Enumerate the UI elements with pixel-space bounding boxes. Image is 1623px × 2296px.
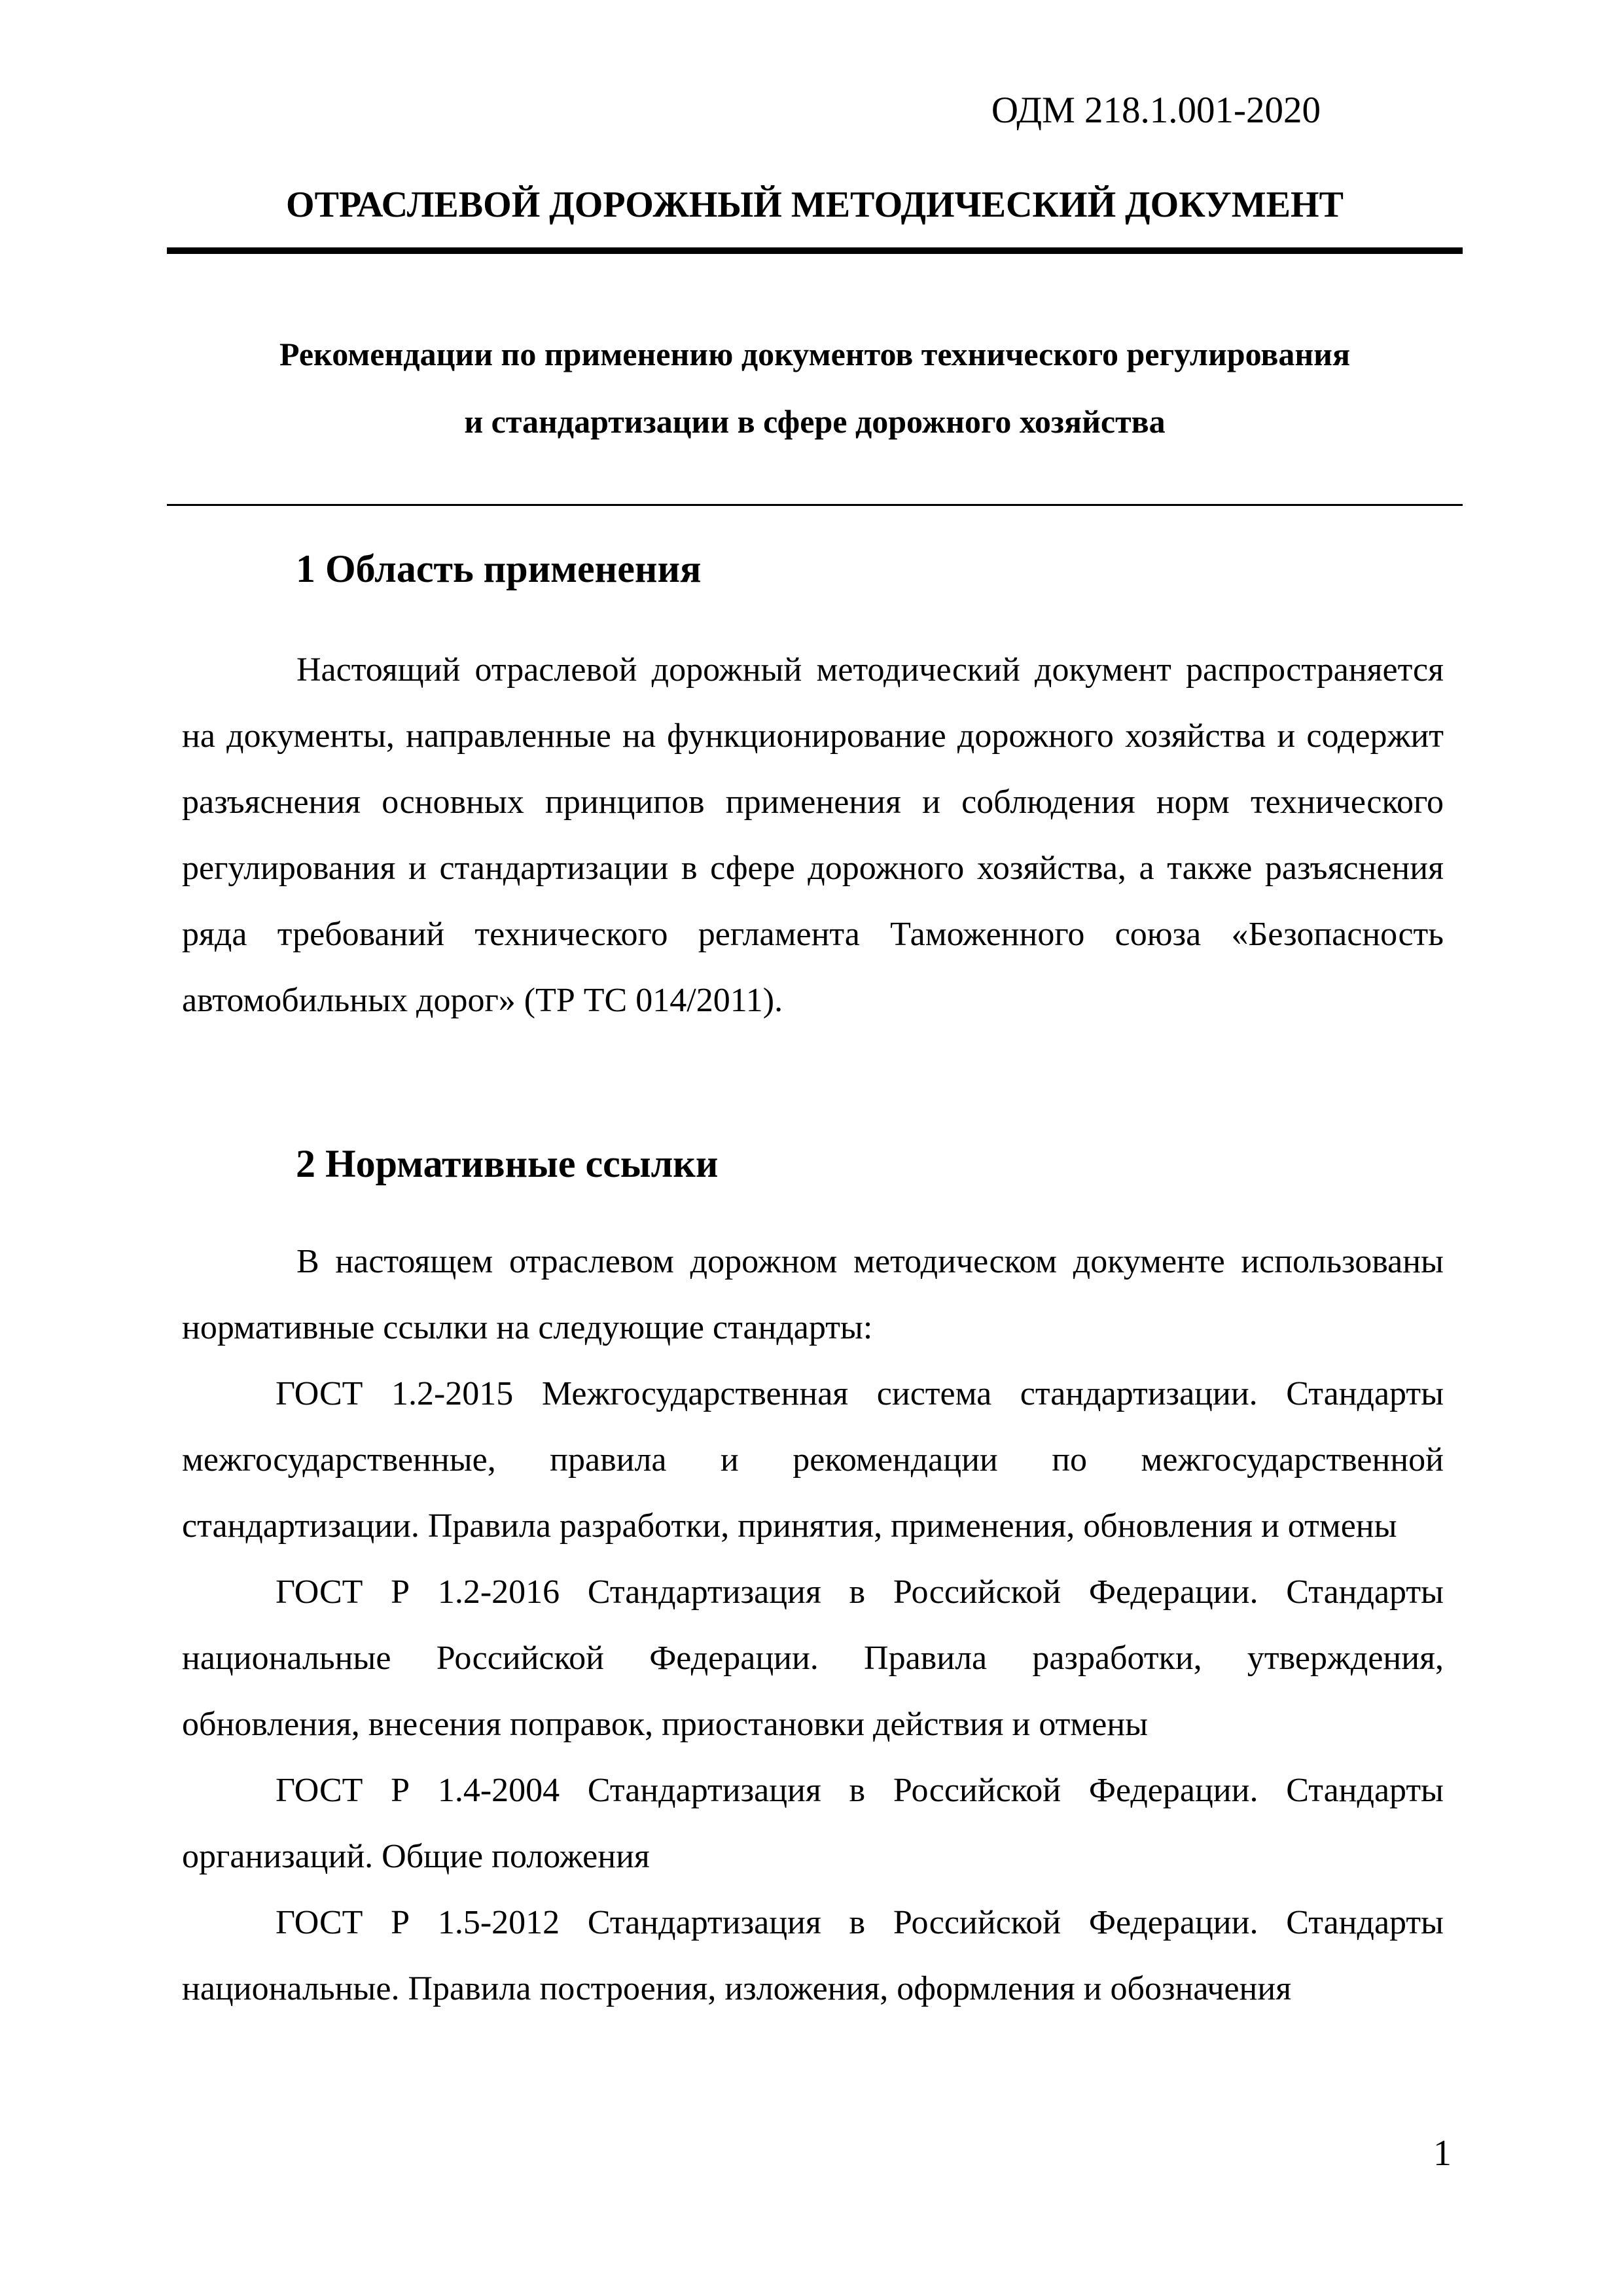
reference-item: ГОСТ Р 1.4-2004 Стандартизация в Российской Федерации. Стандарты организаций. Общие положения	[182, 1772, 1444, 1875]
page-number: 1	[1433, 2133, 1452, 2174]
header-divider	[167, 247, 1463, 254]
section-1-body	[182, 637, 1444, 1033]
document-title-line: и стандартизации в сфере дорожного хозяйства	[464, 403, 1166, 440]
section-1-heading: 1 Область применения	[296, 547, 702, 590]
reference-item: ГОСТ Р 1.5-2012 Стандартизация в Российской Федерации. Стандарты национальные. Правила построения, изложения, оформления и обозначения	[182, 1904, 1444, 2007]
document-type-heading: ОТРАСЛЕВОЙ ДОРОЖНЫЙ МЕТОДИЧЕСКИЙ ДОКУМЕНТ	[286, 185, 1344, 225]
document-title-line: Рекомендации по применению документов технического регулирования	[279, 336, 1351, 372]
section-2-heading: 2 Нормативные ссылки	[296, 1142, 719, 1185]
title-divider	[167, 504, 1463, 506]
document-code: ОДМ 218.1.001-2020	[991, 90, 1321, 131]
document-title	[167, 321, 1463, 456]
reference-item: ГОСТ Р 1.2-2016 Стандартизация в Российской Федерации. Стандарты национальные Российской Федерации. Правила разработки, утверждения, обновления, внесения поправок, приостановки действия и отмены	[182, 1573, 1444, 1743]
reference-item: ГОСТ 1.2-2015 Межгосударственная система стандартизации. Стандарты межгосударственные, правила и рекомендации по межгосударственной стандартизации. Правила разработки, принятия, применения, обновления и отмены	[182, 1375, 1444, 1545]
section-1-paragraph: Настоящий отраслевой дорожный методический документ распространяется на документы, направленные на функционирование дорожного хозяйства и содержит разъяснения основных принципов применения и соблюдения норм технического регулирования и стандартизации в сфере дорожного хозяйства, а также разъяснения ряда требований технического регламента Таможенного союза «Безопасность автомобильных дорог» (ТР ТС 014/2011).	[182, 651, 1444, 1019]
section-2-intro: В настоящем отраслевом дорожном методическом документе использованы нормативные ссылки на следующие стандарты:	[182, 1243, 1444, 1346]
section-2-body	[182, 1229, 1444, 2022]
